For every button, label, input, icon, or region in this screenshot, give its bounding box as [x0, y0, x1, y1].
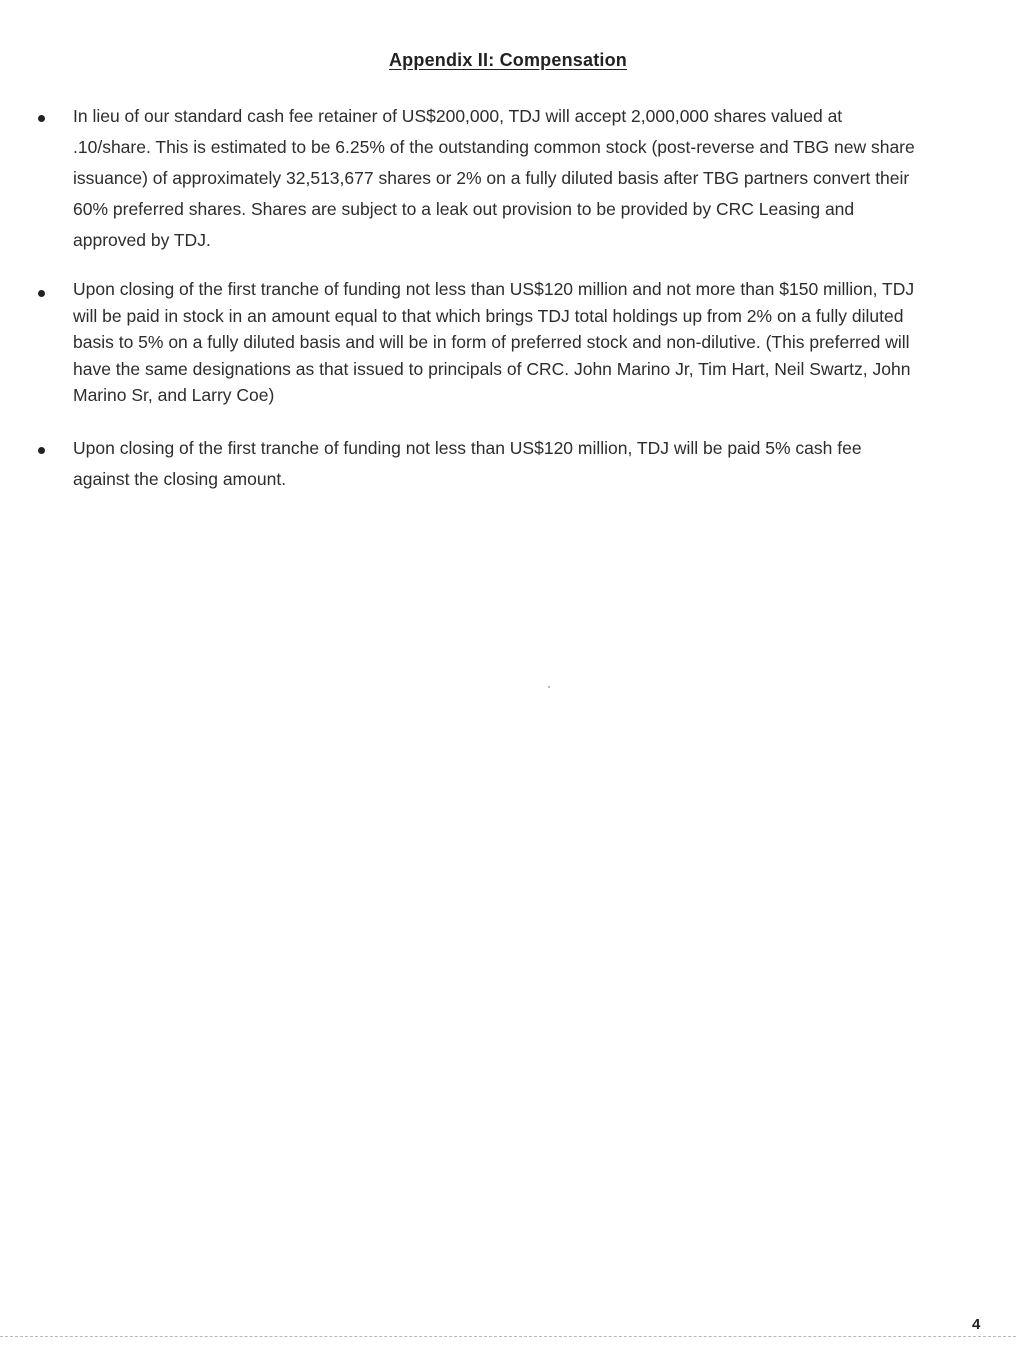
bullet-icon [38, 290, 45, 297]
bullet-icon [38, 447, 45, 454]
footer-divider [0, 1336, 1016, 1337]
bullet-text: Upon closing of the first tranche of funding not less than US$120 million, TDJ will be paid 5% cash fee against the closing amount. [73, 438, 862, 489]
scan-speck [548, 686, 550, 688]
bullet-icon [38, 115, 45, 122]
page-title: Appendix II: Compensation [388, 50, 627, 70]
bullet-text: In lieu of our standard cash fee retainer of US$200,000, TDJ will accept 2,000,000 shares valued at .10/share. This is estimated to be 6.25% of the outstanding common stock (post-reverse and TBG new share issuance) of approximately 32,513,677 shares or 2% on a fully diluted basis after TBG partners convert their 60% preferred shares. Shares are subject to a leak out provision to be provided by CRC Leasing and approved by TDJ. [73, 106, 915, 250]
page-number: 4 [972, 1316, 981, 1333]
bullet-text: Upon closing of the first tranche of funding not less than US$120 million and not more than $150 million, TDJ will be paid in stock in an amount equal to that which brings TDJ total holdings up from 2% on a fully diluted basis to 5% on a fully diluted basis and will be in form of preferred stock and non-dilutive. (This preferred will have the same designations as that issued to principals of CRC. John Marino Jr, Tim Hart, Neil Swartz, John Marino Sr, and Larry Coe) [73, 279, 915, 405]
